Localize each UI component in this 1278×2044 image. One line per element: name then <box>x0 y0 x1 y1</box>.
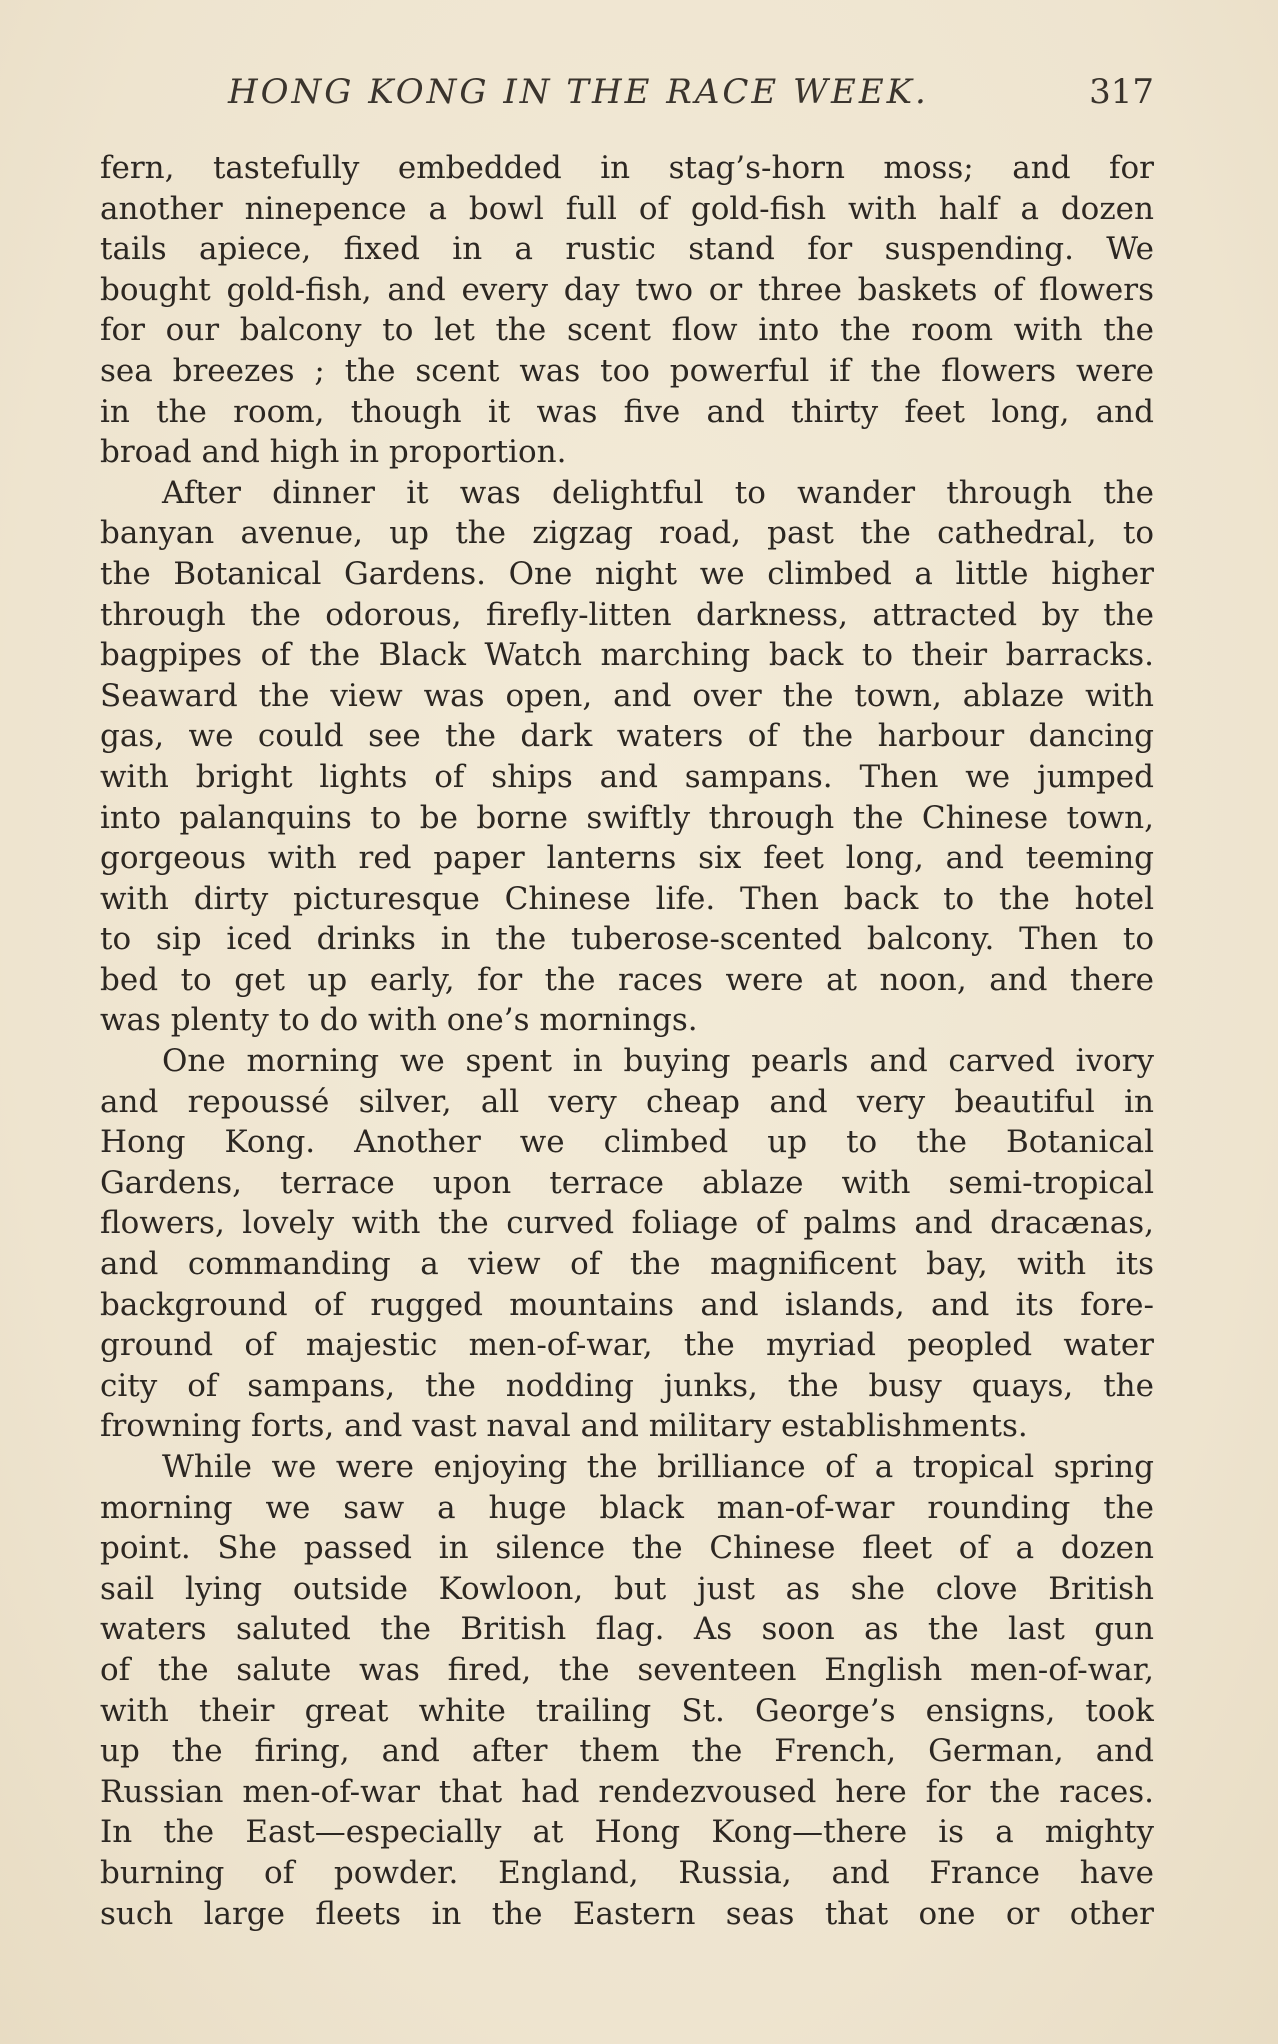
text-line: banyan avenue, up the zigzag road, past the cathedral, to <box>100 515 1154 552</box>
paragraph <box>100 148 1154 473</box>
page-number: 317 <box>1089 72 1154 112</box>
text-line: through the odorous, firefly-litten darkness, attracted by the <box>100 596 1154 633</box>
text-line: into palanquins to be borne swiftly through the Chinese town, <box>100 799 1154 836</box>
text-line: tails apiece, fixed in a rustic stand for suspending. We <box>100 231 1154 268</box>
text-line: After dinner it was delightful to wander through the <box>162 474 1154 511</box>
paragraph <box>100 1041 1154 1447</box>
text-line: was plenty to do with one’s mornings. <box>100 1002 698 1039</box>
text-line: and commanding a view of the magnificent bay, with its <box>100 1246 1154 1283</box>
text-line: morning we saw a huge black man-of-war rounding the <box>100 1489 1154 1526</box>
text-line: ground of majestic men-of-war, the myriad peopled water <box>100 1327 1154 1364</box>
text-line: One morning we spent in buying pearls and carved ivory <box>162 1043 1154 1080</box>
text-line: Gardens, terrace upon terrace ablaze with semi-tropical <box>100 1164 1154 1201</box>
text-line: in the room, though it was five and thirty feet long, and <box>100 393 1154 430</box>
text-line: city of sampans, the nodding junks, the busy quays, the <box>100 1367 1154 1404</box>
text-line: for our balcony to let the scent flow into the room with the <box>100 312 1154 349</box>
text-line: bagpipes of the Black Watch marching back to their barracks. <box>100 637 1154 674</box>
text-line: with dirty picturesque Chinese life. Then back to the hotel <box>100 880 1154 917</box>
text-line: such large fleets in the Eastern seas that one or other <box>100 1895 1154 1932</box>
text-line: broad and high in proportion. <box>100 434 567 471</box>
text-line: up the firing, and after them the French, German, and <box>100 1733 1154 1770</box>
text-line: bed to get up early, for the races were at noon, and there <box>100 961 1154 998</box>
running-title: HONG KONG IN THE RACE WEEK. <box>228 72 929 112</box>
text-line: to sip iced drinks in the tuberose-scented balcony. Then to <box>100 921 1154 958</box>
text-line: of the salute was fired, the seventeen English men-of-war, <box>100 1651 1154 1688</box>
text-line: with bright lights of ships and sampans. Then we jumped <box>100 758 1154 795</box>
paragraph <box>100 473 1154 1041</box>
text-line: the Botanical Gardens. One night we climbed a little higher <box>100 555 1154 592</box>
text-line: point. She passed in silence the Chinese fleet of a dozen <box>100 1530 1154 1567</box>
text-line: and repoussé silver, all very cheap and very beautiful in <box>100 1083 1154 1120</box>
text-line: Hong Kong. Another we climbed up to the Botanical <box>100 1124 1154 1161</box>
text-line: another ninepence a bowl full of gold-fish with half a dozen <box>100 190 1154 227</box>
body-text <box>100 148 1154 1934</box>
text-line: sea breezes ; the scent was too powerful if the flowers were <box>100 352 1154 389</box>
text-line: frowning forts, and vast naval and military establishments. <box>100 1408 1028 1445</box>
text-line: Seaward the view was open, and over the town, ablaze with <box>100 677 1154 714</box>
paragraph <box>100 1447 1154 1934</box>
text-line: waters saluted the British flag. As soon as the last gun <box>100 1611 1154 1648</box>
text-line: background of rugged mountains and islands, and its fore- <box>100 1286 1154 1323</box>
text-line: In the East—especially at Hong Kong—there is a mighty <box>100 1814 1154 1851</box>
text-line: with their great white trailing St. George’s ensigns, took <box>100 1692 1154 1729</box>
text-line: burning of powder. England, Russia, and France have <box>100 1854 1154 1891</box>
text-line: Russian men-of-war that had rendezvoused here for the races. <box>100 1773 1154 1810</box>
text-line: sail lying outside Kowloon, but just as she clove British <box>100 1570 1154 1607</box>
text-line: gas, we could see the dark waters of the harbour dancing <box>100 718 1154 755</box>
running-head <box>100 70 1154 114</box>
text-line: fern, tastefully embedded in stag’s-horn moss; and for <box>100 150 1154 186</box>
text-line: bought gold-fish, and every day two or three baskets of flowers <box>100 271 1154 308</box>
text-line: gorgeous with red paper lanterns six feet long, and teeming <box>100 840 1154 877</box>
text-line: flowers, lovely with the curved foliage of palms and dracænas, <box>100 1205 1154 1242</box>
text-line: While we were enjoying the brilliance of a tropical spring <box>162 1449 1154 1485</box>
